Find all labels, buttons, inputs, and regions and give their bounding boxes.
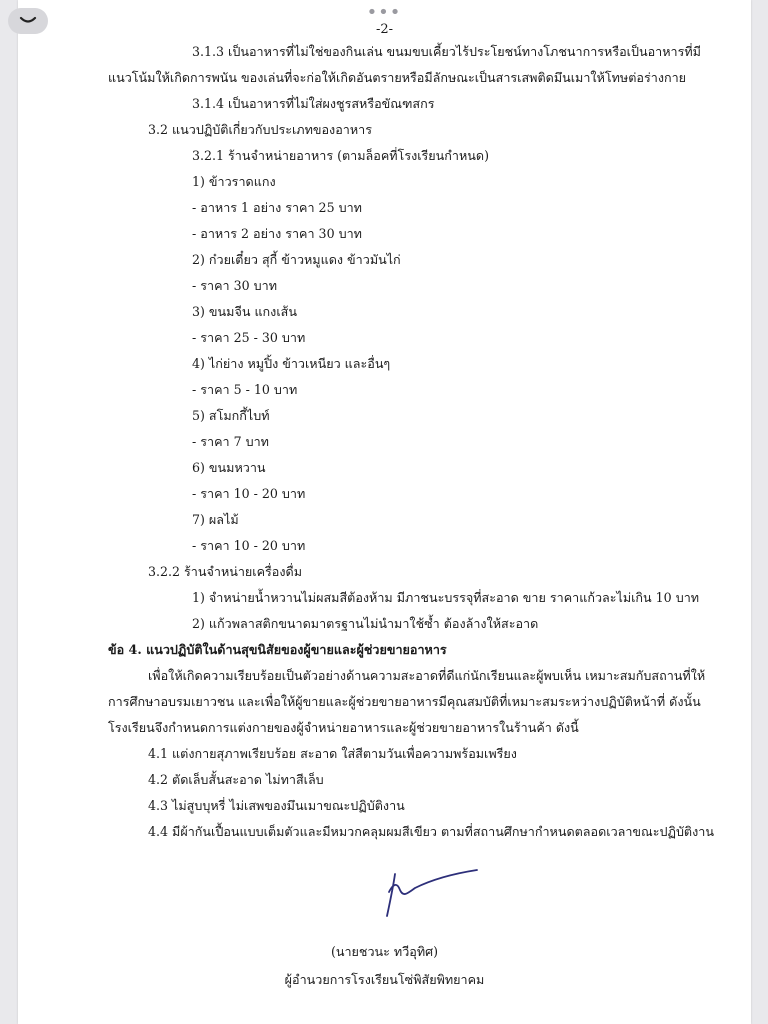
list-item: - อาหาร 1 อย่าง ราคา 25 บาท [192, 200, 362, 215]
list-item: 5) สโมกกี้ไบท์ [192, 408, 270, 423]
document-page [18, 0, 751, 1024]
list-item: - ราคา 30 บาท [192, 278, 277, 293]
list-item: 2) แก้วพลาสติกขนาดมาตรฐานไม่นำมาใช้ซ้ำ ต้องล้างให้สะอาด [192, 616, 539, 631]
subsection-heading: 3.2.2 ร้านจำหน่ายเครื่องดื่ม [148, 564, 302, 579]
signer-name: (นายชวนะ ทวีอุทิศ) [330, 944, 439, 959]
list-item: 3) ขนมจีน แกงเส้น [192, 304, 297, 319]
list-item: 2) ก๋วยเตี๋ยว สุกี้ ข้าวหมูแดง ข้าวมันไก่ [192, 252, 401, 267]
list-item: - อาหาร 2 อย่าง ราคา 30 บาท [192, 226, 362, 241]
signer-title: ผู้อำนวยการโรงเรียนโซ่พิสัยพิทยาคม [284, 972, 485, 987]
list-item: 7) ผลไม้ [192, 512, 239, 527]
list-item: 4.2 ตัดเล็บสั้นสะอาด ไม่ทาสีเล็บ [148, 772, 324, 787]
text-line: 3.1.4 เป็นอาหารที่ไม่ใส่ผงชูรสหรือขัณฑสกร [192, 96, 435, 111]
list-item: 4) ไก่ย่าง หมูปิ้ง ข้าวเหนียว และอื่นๆ [192, 356, 391, 371]
list-item: - ราคา 10 - 20 บาท [192, 486, 306, 501]
text-line: เพื่อให้เกิดความเรียบร้อยเป็นตัวอย่างด้านความสะอาดที่ดีแก่นักเรียนและผู้พบเห็น เหมาะสมกับสถานที่ให้ [148, 668, 706, 683]
text-line: แนวโน้มให้เกิดการพนัน ของเล่นที่จะก่อให้เกิดอันตรายหรือมีลักษณะเป็นสารเสพติดมึนเมาให้โทษต่อร่างกาย [108, 70, 687, 85]
text-line: 3.2.1 ร้านจำหน่ายอาหาร (ตามล็อคที่โรงเรียนกำหนด) [192, 148, 489, 163]
list-item: - ราคา 10 - 20 บาท [192, 538, 306, 553]
signature-image [381, 866, 481, 922]
list-item: 1) จำหน่ายน้ำหวานไม่ผสมสีต้องห้าม มีภาชนะบรรจุที่สะอาด ขาย ราคาแก้วละไม่เกิน 10 บาท [192, 590, 700, 605]
list-item: 4.3 ไม่สูบบุหรี่ ไม่เสพของมึนเมาขณะปฏิบัติงาน [148, 798, 405, 813]
list-item: 6) ขนมหวาน [192, 460, 266, 475]
text-line: 3.1.3 เป็นอาหารที่ไม่ใช่ของกินเล่น ขนมขบเคี้ยวไร้ประโยชน์ทางโภชนาการหรือเป็นอาหารที่มี [192, 44, 701, 59]
list-item: - ราคา 7 บาท [192, 434, 269, 449]
list-item: 4.4 มีผ้ากันเปื้อนแบบเต็มตัวและมีหมวกคลุมผมสีเขียว ตามที่สถานศึกษากำหนดตลอดเวลาขณะปฏิบัติงาน [148, 824, 714, 839]
section-heading: ข้อ 4. แนวปฏิบัติในด้านสุขนิสัยของผู้ขายและผู้ช่วยขายอาหาร [108, 642, 447, 657]
list-item: 1) ข้าวราดแกง [192, 174, 276, 189]
section-heading: 3.2 แนวปฏิบัติเกี่ยวกับประเภทของอาหาร [148, 122, 372, 137]
list-item: - ราคา 25 - 30 บาท [192, 330, 306, 345]
list-item: - ราคา 5 - 10 บาท [192, 382, 298, 397]
list-item: 4.1 แต่งกายสุภาพเรียบร้อย สะอาด ใส่สีตามวันเพื่อความพร้อมเพรียง [148, 746, 517, 761]
page-number: -2- [375, 22, 394, 37]
text-line: โรงเรียนจึงกำหนดการแต่งกายของผู้จำหน่ายอาหารและผู้ช่วยขายอาหารในร้านค้า ดังนี้ [108, 720, 579, 735]
more-options-icon[interactable]: ••• [366, 2, 402, 23]
text-line: การศึกษาอบรมเยาวชน และเพื่อให้ผู้ขายและผู้ช่วยขายอาหารมีคุณสมบัติที่เหมาะสมระหว่างปฏิบัติหน้าที่ ดังนั้น [108, 694, 701, 709]
